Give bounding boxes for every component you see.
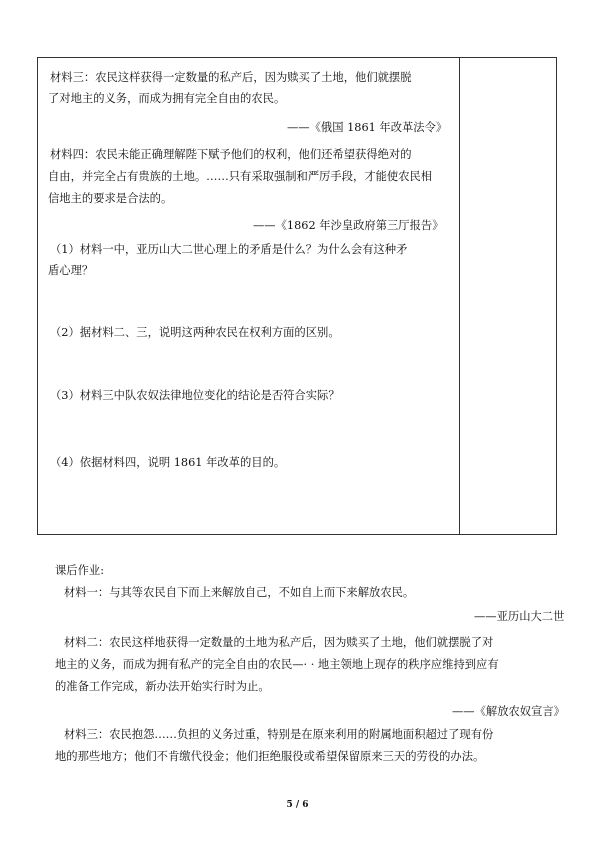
exercise-table (37, 57, 557, 535)
material3-line1: 材料三：农民这样获得一定数量的私产后，因为赎买了土地，他们就摆脱 (50, 71, 412, 84)
homework-material2-line2: 地主的义务，而成为拥有私产的完全自由的农民—· · 地主领地上现存的秩序应维持到应有 (55, 658, 499, 671)
material3-source: ——《俄国 1861 年改革法令》 (287, 121, 448, 134)
homework-heading: 课后作业: (55, 564, 104, 577)
homework-material3-line1: 材料三：农民抱怨……负担的义务过重，特别是在原来利用的附属地面积超过了现有份 (64, 728, 494, 741)
question-1-line1: （1）材料一中，亚历山大二世心理上的矛盾是什么？为什么会有这种矛 (50, 243, 408, 256)
homework-material2-line1: 材料二：农民这样地获得一定数量的土地为私产后，因为赎买了土地，他们就摆脱了对 (64, 636, 494, 649)
table-column-divider (459, 58, 460, 534)
homework-material1-line1: 材料一：与其等农民自下而上来解放自己，不如自上而下来解放农民。 (64, 586, 415, 599)
material4-line2: 自由，并完全占有贵族的土地。……只有采取强制和严厉手段，才能使农民相 (48, 170, 433, 183)
homework-material3-line2: 地的那些地方；他们不肯缴代役金；他们拒绝服役或希望保留原来三天的劳役的办法。 (55, 750, 485, 763)
material4-line3: 信地主的要求是合法的。 (48, 192, 173, 205)
homework-material2-line3: 的准备工作完成，新办法开始实行时为止。 (55, 680, 270, 693)
question-1-line2: 盾心理？ (48, 264, 94, 277)
homework-material1-source: ——亚历山大二世 (474, 610, 565, 623)
question-2: （2）据材料二、三，说明这两种农民在权利方面的区别。 (50, 326, 340, 339)
material4-source: ——《1862 年沙皇政府第三厅报告》 (253, 219, 444, 232)
question-3: （3）材料三中队农奴法律地位变化的结论是否符合实际？ (50, 389, 340, 402)
table-main-cell (38, 58, 459, 534)
material4-line1: 材料四：农民未能正确理解陛下赋予他们的权利，他们还希望获得绝对的 (50, 148, 412, 161)
question-4: （4）依据材料四，说明 1861 年改革的目的。 (50, 456, 286, 469)
homework-material2-source: ——《解放农奴宣言》 (452, 705, 565, 718)
material3-line2: 了对地主的义务，而成为拥有完全自由的农民。 (48, 92, 286, 105)
page-number: 5 / 6 (286, 800, 309, 810)
